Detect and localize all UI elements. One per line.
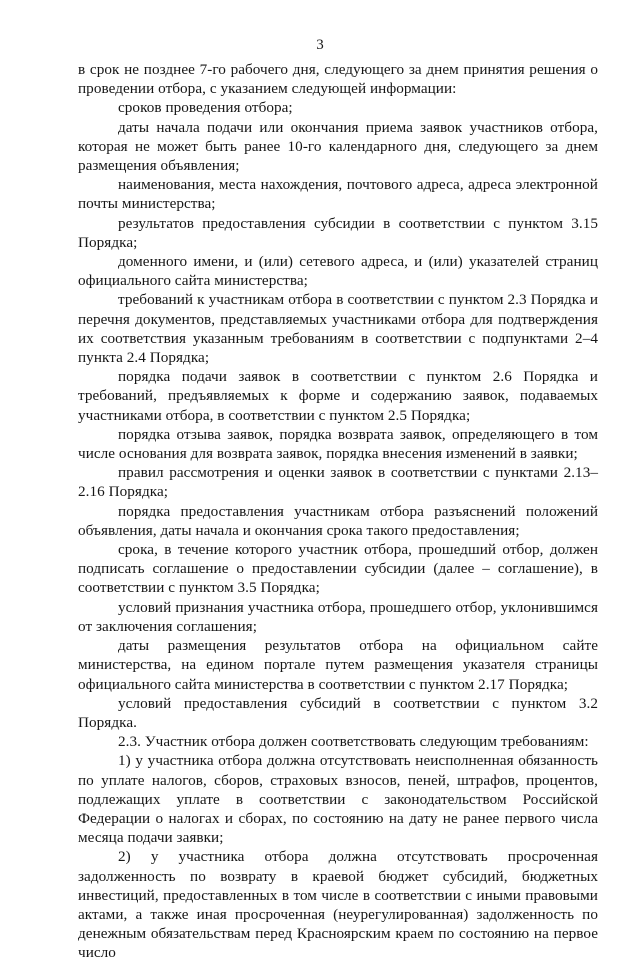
paragraph: порядка подачи заявок в соответствии с пунктом 2.6 Порядка и требований, предъявляемых к форме и содержанию заявок, подаваемых участниками отбора, в соответствии с пунктом 2.5 Порядка; (78, 368, 598, 424)
paragraph: сроков проведения отбора; (118, 99, 293, 117)
document-body (78, 60, 598, 963)
paragraph: 2) у участника отбора должна отсутствовать просроченная задолженность по возврату в краевой бюджет субсидий, бюджетных инвестиций, предоставленных в том числе в соответствии с иными правовыми актами, а также иная просроченная (неурегулированная) задолженность по денежным обязательствам перед Красноярским краем по состоянию на первое число (78, 848, 598, 962)
paragraph: результатов предоставления субсидии в соответствии с пунктом 3.15 Порядка; (78, 214, 598, 251)
paragraph: условий признания участника отбора, прошедшего отбор, уклонившимся от заключения соглашения; (78, 598, 598, 635)
paragraph: даты начала подачи или окончания приема заявок участников отбора, которая не может быть ранее 10-го календарного дня, следующего за днем размещения объявления; (78, 118, 598, 175)
paragraph: требований к участникам отбора в соответствии с пунктом 2.3 Порядка и перечня документов, представляемых участниками отбора для подтверждения их соответствия указанным требованиям в соответствии с подпунктами 2–4 пункта 2.4 Порядка; (78, 291, 598, 367)
paragraph: доменного имени, и (или) сетевого адреса, и (или) указателей страниц официального сайта министерства; (78, 253, 598, 290)
paragraph: в срок не позднее 7-го рабочего дня, следующего за днем принятия решения о проведении отбора, с указанием следующей информации: (78, 61, 598, 98)
section-heading-paragraph: 2.3. Участник отбора должен соответствовать следующим требованиям: (118, 733, 589, 751)
page-number: 3 (316, 37, 324, 53)
paragraph: 1) у участника отбора должна отсутствовать неисполненная обязанность по уплате налогов, сборов, страховых взносов, пеней, штрафов, процентов, подлежащих уплате в соответствии с законодательством Российской Федерации о налогах и сборах, по состоянию на дату не ранее первого числа месяца подачи заявки; (78, 752, 598, 847)
paragraph: правил рассмотрения и оценки заявок в соответствии с пунктами 2.13–2.16 Порядка; (78, 464, 598, 501)
paragraph: порядка предоставления участникам отбора разъяснений положений объявления, даты начала и окончания срока такого предоставления; (78, 502, 598, 539)
paragraph: срока, в течение которого участник отбора, прошедший отбор, должен подписать соглашение о предоставлении субсидии (далее – соглашение), в соответствии с пунктом 3.5 Порядка; (78, 541, 598, 597)
paragraph: наименования, места нахождения, почтового адреса, адреса электронной почты министерства; (78, 176, 598, 213)
paragraph: порядка отзыва заявок, порядка возврата заявок, определяющего в том числе основания для возврата заявок, порядка внесения изменений в заявки; (78, 425, 598, 463)
paragraph: даты размещения результатов отбора на официальном сайте министерства, на едином портале путем размещения указателя страницы официального сайта министерства в соответствии с пунктом 2.17 Порядка; (78, 637, 598, 693)
paragraph: условий предоставления субсидий в соответствии с пунктом 3.2 Порядка. (78, 694, 598, 731)
